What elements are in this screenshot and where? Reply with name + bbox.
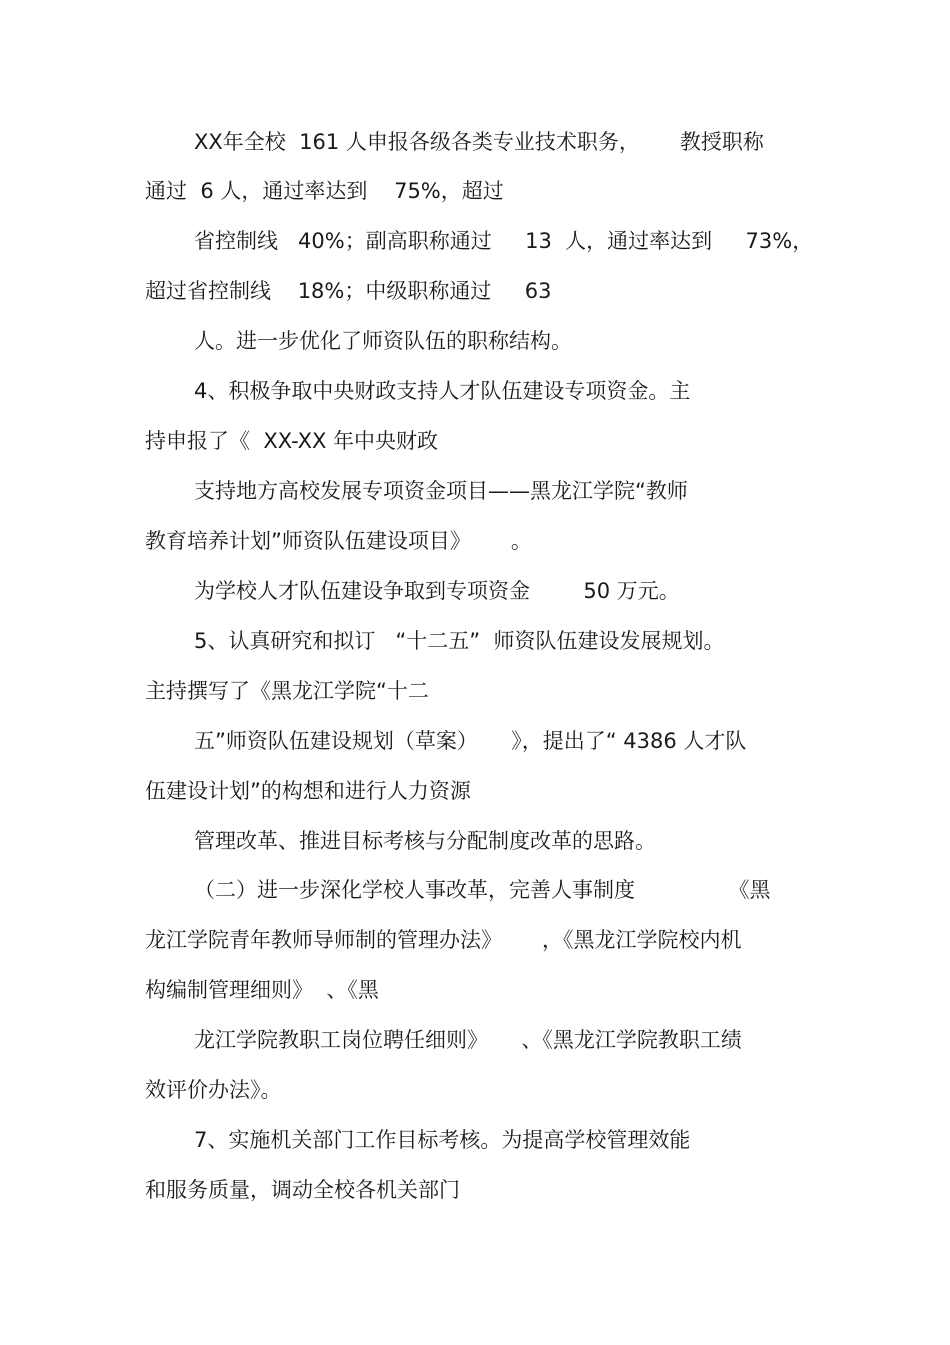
paragraph-line: 人。进一步优化了师资队伍的职称结构。 [194, 329, 572, 353]
paragraph-line: 7、实施机关部门工作目标考核。为提高学校管理效能 [194, 1128, 691, 1152]
paragraph-line: 龙江学院教职工岗位聘任细则》 、《黑龙江学院教职工绩 [194, 1028, 742, 1052]
paragraph-line: 主持撰写了《黑龙江学院“十二 [145, 679, 429, 703]
paragraph-line: 通过 6 人，通过率达到 75%，超过 [145, 179, 504, 203]
paragraph-line: 五”师资队伍建设规划（草案） 》，提出了“ 4386 人才队 [194, 729, 747, 753]
paragraph-line: XX年全校 161 人申报各级各类专业技术职务， 教授职称 [194, 130, 764, 154]
paragraph-line: 5、认真研究和拟订 “十二五” 师资队伍建设发展规划。 [194, 629, 725, 653]
paragraph-line: 管理改革、推进目标考核与分配制度改革的思路。 [194, 829, 656, 853]
paragraph-line: 支持地方高校发展专项资金项目——黑龙江学院“教师 [194, 479, 688, 503]
paragraph-line: 教育培养计划”师资队伍建设项目》 。 [145, 529, 532, 553]
paragraph-line: 和服务质量，调动全校各机关部门 [145, 1178, 460, 1202]
paragraph-line: 构编制管理细则》 、《黑 [145, 978, 379, 1002]
paragraph-line: 龙江学院青年教师导师制的管理办法》 ，《黑龙江学院校内机 [145, 928, 742, 952]
paragraph-line: 超过省控制线 18%；中级职称通过 63 [145, 279, 552, 303]
paragraph-line: 效评价办法》。 [145, 1078, 282, 1102]
section-heading-line: （二）进一步深化学校人事改革，完善人事制度 《黑 [194, 878, 771, 902]
paragraph-line: 为学校人才队伍建设争取到专项资金 50 万元。 [194, 579, 680, 603]
paragraph-line: 省控制线 40%；副高职称通过 13 人，通过率达到 73%， [194, 229, 814, 253]
paragraph-line: 4、积极争取中央财政支持人才队伍建设专项资金。主 [194, 379, 691, 403]
paragraph-line: 伍建设计划”的构想和进行人力资源 [145, 779, 471, 803]
paragraph-line: 持申报了《 XX-XX 年中央财政 [145, 429, 439, 453]
